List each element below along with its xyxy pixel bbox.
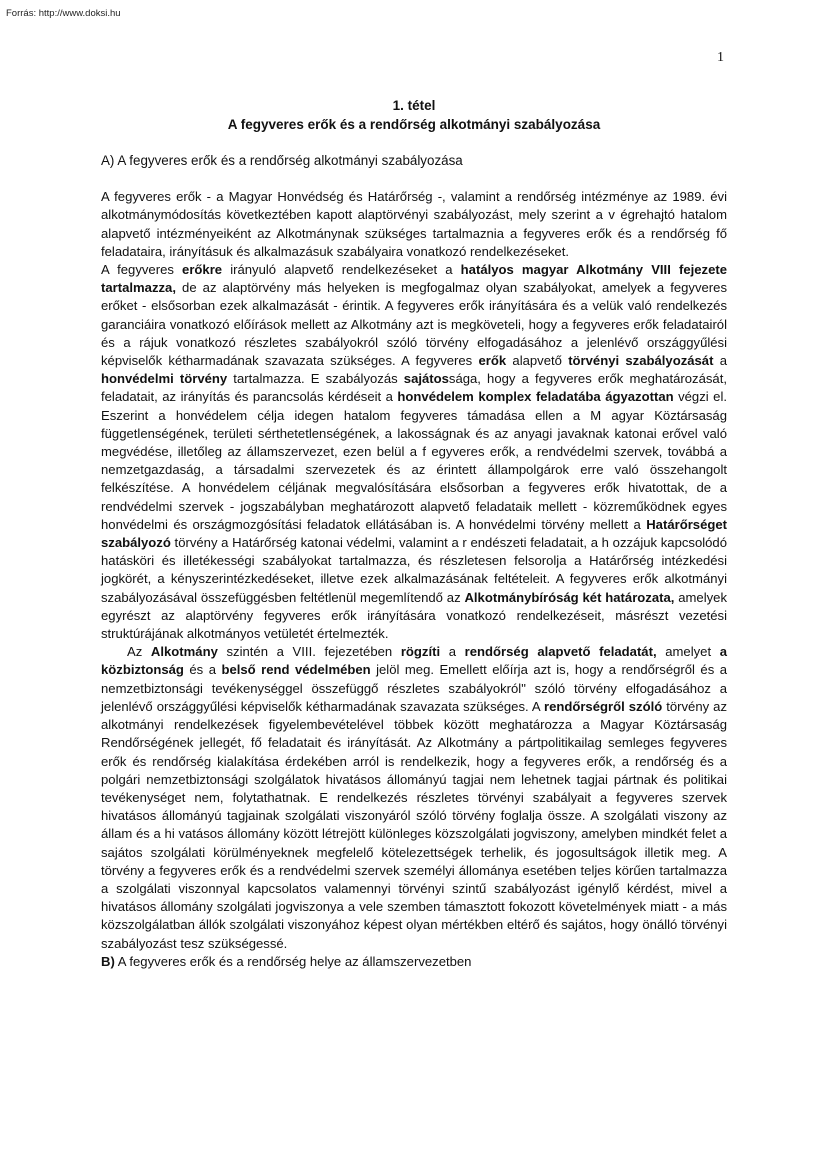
section-b-text: A fegyveres erők és a rendőrség helye az államszervezetben: [114, 953, 472, 969]
para3-run: rögzíti: [400, 644, 441, 660]
para2-run: alapvető: [506, 353, 569, 369]
para3-run: rendőrségről szóló: [543, 698, 663, 714]
para2-run: A fegyveres: [101, 262, 183, 278]
para3-run: szintén a VIII. fejezetében: [217, 644, 401, 660]
para2-run: de az alaptörvény más helyeken is megfogalmaz olyan szabályokat, amelyek a fegyveres erőket - elsősorban ezek alkalmazását - érintik. A fegyveres erők irányítására és a velük való rendelkezés garanciáira vonatkozó előírások mellett az Alkotmány azt is megköveteli, hogy a fegyveres erők feladatairól és a rájuk vonatkozó részletes szabályokról szóló törvény elfogadásához a jelenlévő országgyűlési képviselők kétharmadának szavazata szükséges. A fegyveres: [101, 280, 727, 369]
para3-run: Az: [127, 644, 151, 660]
para2-run: törvényi szabályozását: [568, 353, 714, 369]
para3-run: rendőrség alapvető feladatát,: [464, 644, 657, 660]
para3-run: amelyet: [656, 644, 720, 660]
para2-run: honvédelem komplex feladatába ágyazottan: [397, 389, 674, 405]
para2-run: hatályos magyar Alkotmány VIII fejezete tartalmazza,: [101, 262, 727, 296]
para2-run: Határőrséget szabályozó: [101, 516, 727, 551]
para3-run: törvény az alkotmányi rendelkezések figyelembevételével többek között meghatározza a Magyar Köztársaság Rendőrségének jellegét, fő feladatait és irányítását. Az Alkotmány a pártpolitikailag semleges fegyveres erők és rendőrség kialakítása érdekében arról is rendelkezik, hogy a fegyveres erők, a rendőrség és a polgári nemzetbiztonsági szolgálatok hivatásos állományú tagjai nem lehetnek tagjai pártnak és politikai tevékenységet nem, folytathatnak. E rendelkezés részletes törvényi szabályait a fegyveres szervek hivatásos állományú tagjainak szolgálati viszonyáról szóló törvény foglalja össze. A szolgálati viszony az állam és a hi vatásos állomány között létrejött különleges közszolgálati jogviszony, amelyben mindkét felet a sajátos szolgálati körülményeknek megfelelő kötelezettségek terhelik, és jogosultságok illetik meg. A törvény a fegyveres erők és a rendvédelmi szervek személyi állománya esetében teljes körűen tartalmazza a szolgálati viszonnyal kapcsolatos valamennyi törvényi szintű szabályozást igénylő kérdést, mivel a hivatásos állomány szolgálati jogviszonya a vele szemben támasztott fokozott követelmények miatt - a más közszolgálatban állók szolgálati viszonyához képest olyan mértékben eltérő és sajátos, hogy önálló törvényi szabályozást tesz szükségessé.: [101, 698, 728, 951]
section-b-label: B): [101, 953, 115, 969]
para2-run: sajátos: [403, 371, 449, 387]
para2-run: tartalmazza. E szabályozás: [227, 371, 404, 387]
para2-run: erőkre: [182, 262, 223, 278]
para2-run: erők: [478, 353, 507, 369]
para2-run: Alkotmánybíróság két határozata,: [464, 589, 675, 605]
para2-run: sága, hogy a fegyveres erők meghatározását, feladatait, az irányítás és parancsolás kérdéseit a: [101, 371, 727, 405]
para2-run: végzi el. Eszerint a honvédelem célja idegen hatalom fegyveres támadása ellen a M agyar Köztársaság függetlenségének, területi sérthetetlenségének, a lakosságnak és az anyagi javaknak katonai erővel való megvédése, illetőleg az államszervezet, ezen belül a f egyveres erők, a rendvédelmi szervek, továbbá a nemzetgazdaság, a társadalmi szervezetek és az érintett állampolgárok erre való összehangolt felkészítése. A honvédelem céljának megvalósítására elsősorban a fegyveres erők hivatottak, de a rendvédelmi szervek - jogszabályban meghatározott alapvető feladataik mellett - közreműködnek egyes honvédelmi és országmozgósítási feladatok ellátásában is. A honvédelmi törvény mellett a: [101, 389, 727, 532]
para3-run: a közbiztonság: [101, 644, 728, 678]
para3-run: és a: [183, 662, 222, 678]
section-b-heading: [101, 953, 727, 971]
paragraph-2: [101, 261, 727, 643]
para2-run: honvédelmi törvény: [101, 371, 228, 387]
para3-run: a: [440, 644, 465, 660]
para3-run: belső rend védelmében: [221, 662, 371, 678]
para2-run: amelyek egyrészt az alaptörvény fegyveres erők irányítására vonatkozó rendelkezéseit, másrészt vezetési struktúrájának alkotmányos vetületét értelmezték.: [101, 589, 727, 642]
para2-run: törvény a Határőrség katonai védelmi, valamint a r endészeti feladatait, a h ozzájuk kapcsolódó hatásköri és illetékességi szabályokat tartalmazza, és részletesen felsorolja a Határőrség intézkedési jogkörét, a kényszerintézkedéseket, illetve ezek alkalmazásának feltételeit. A fegyveres erők alkotmányi szabályozásával összefüggésben feltétlenül megemlítendő az: [101, 535, 727, 605]
document-body: [101, 96, 727, 971]
section-a-heading: A) A fegyveres erők és a rendőrség alkotmányi szabályozása: [101, 153, 463, 168]
para3-run: jelöl meg. Emellett előírja azt is, hogy a rendőrségről és a nemzetbiztonsági tevékenységgel összefüggő részletes szabályokról" szóló törvény elfogadásához a jelenlévő országgyűlési képviselők kétharmadának szavazata szükséges. A: [101, 662, 727, 714]
document-title: 1. tétel: [392, 98, 436, 113]
para3-run: Alkotmány: [150, 644, 218, 660]
paragraph-3: [101, 643, 727, 952]
page-number: 1: [717, 50, 724, 65]
paragraph-1: A fegyveres erők - a Magyar Honvédség és Határőrség -, valamint a rendőrség intézménye az 1989. évi alkotmánymódosítás következtében kapott alaptörvényi szabályozást, mely szerint a v égrehajtó hatalom alapvető intézményeiként az Alkotmánynak szükséges tartalmaznia a fegyveres erők és a rendőrség fő feladataira, irányításuk és alkalmazásuk szabályaira vonatkozó rendelkezéseket.: [101, 189, 727, 259]
para2-run: irányuló alapvető rendelkezéseket a: [222, 262, 461, 278]
document-subtitle: A fegyveres erők és a rendőrség alkotmányi szabályozása: [227, 117, 601, 132]
source-line: Forrás: http://www.doksi.hu: [6, 8, 121, 19]
para2-run: a: [713, 353, 727, 369]
